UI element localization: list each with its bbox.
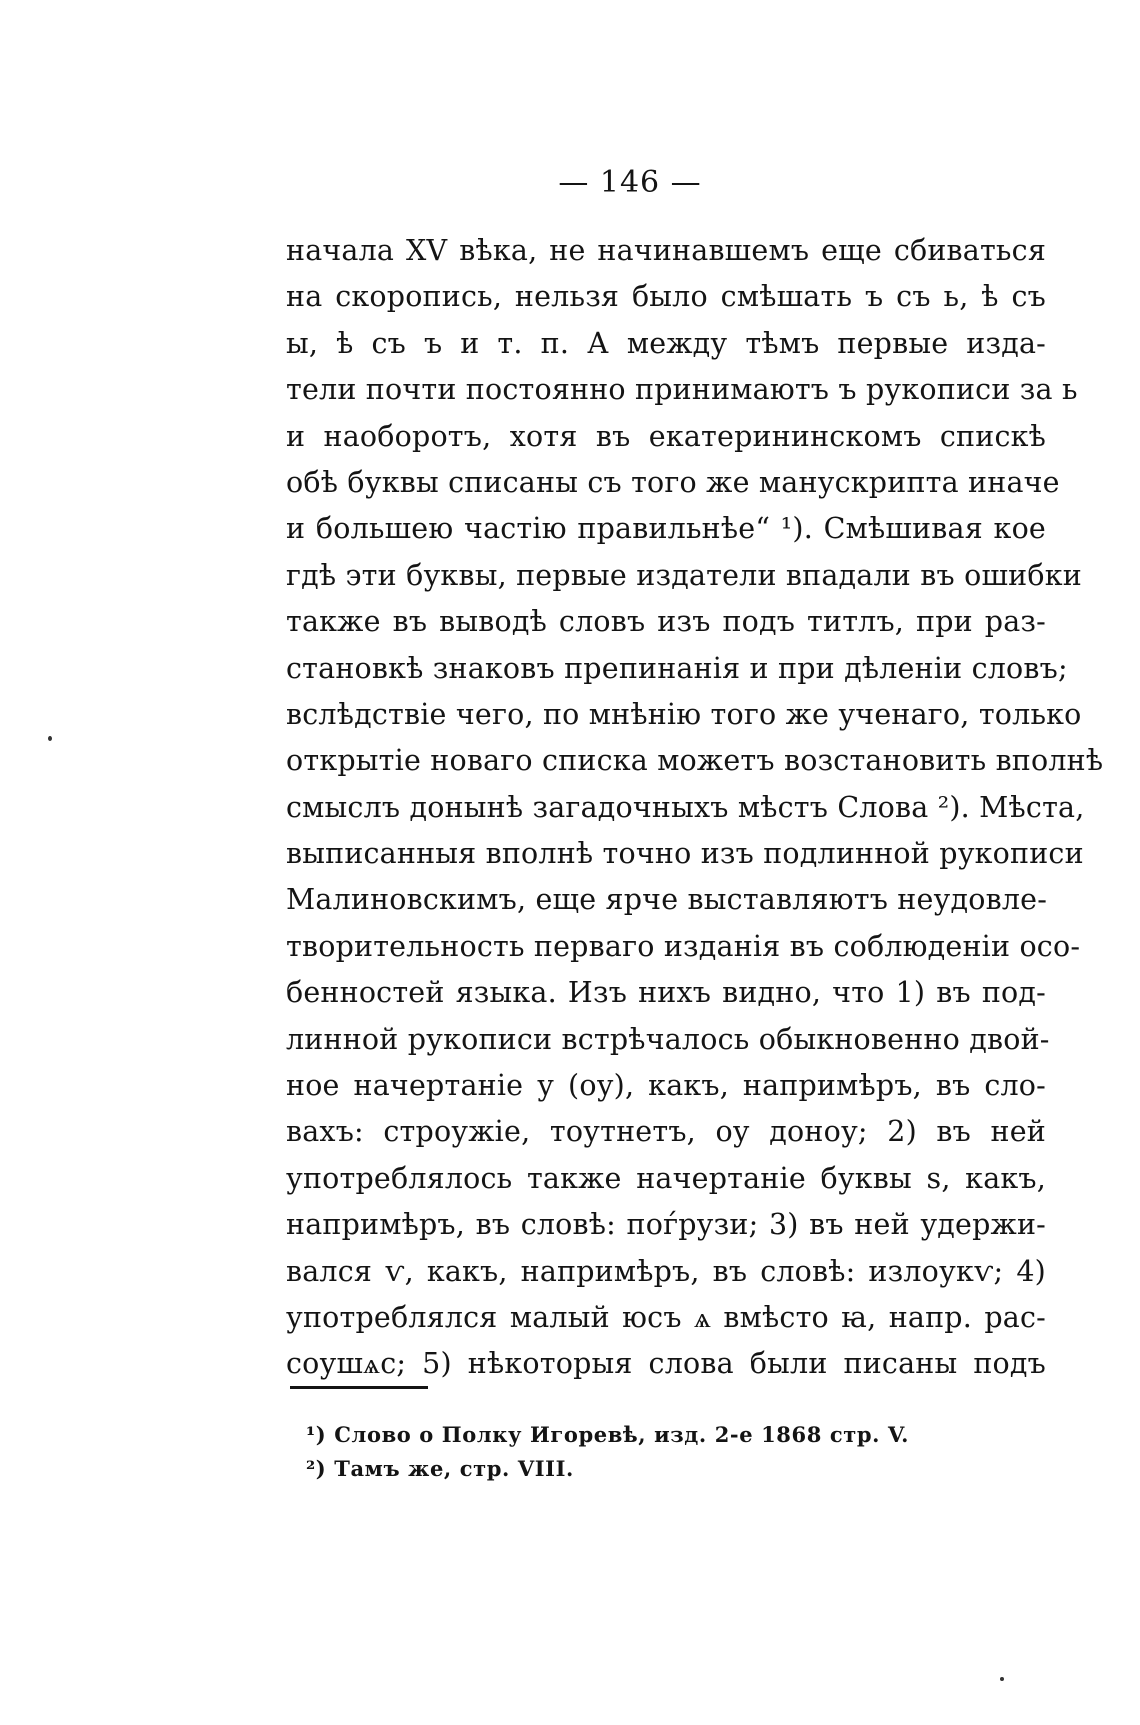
text-line: ное начертаніе у (оу), какъ, напримѣръ, въ сло- bbox=[286, 1069, 1046, 1103]
text-line: бенностей языка. Изъ нихъ видно, что 1) въ под- bbox=[286, 976, 1046, 1010]
text-line: выписанныя вполнѣ точно изъ подлинной рукописи bbox=[286, 837, 1084, 871]
footnote-rule bbox=[290, 1386, 428, 1389]
text-line: на скоропись, нельзя было смѣшать ъ съ ь, ѣ съ bbox=[286, 280, 1046, 314]
text-line: открытіе новаго списка можетъ возстановить вполнѣ bbox=[286, 744, 1104, 778]
text-line: становкѣ знаковъ препинанія и при дѣленіи словъ; bbox=[286, 651, 1068, 685]
text-line: начала XV вѣка, не начинавшемъ еще сбиваться bbox=[286, 234, 1046, 267]
text-line: гдѣ эти буквы, первые издатели впадали въ ошибки bbox=[286, 558, 1082, 592]
text-line: употреблялся малый юсъ ѧ вмѣсто ꙗ, напр. рас- bbox=[286, 1300, 1046, 1334]
scan-speck bbox=[1000, 1677, 1004, 1681]
text-line: вался ѵ, какъ, напримѣръ, въ словѣ: излоукѵ; 4) bbox=[286, 1254, 1046, 1288]
text-line: и большею частію правильнѣе“ ¹). Смѣшивая кое bbox=[286, 512, 1046, 546]
footnotes bbox=[306, 1418, 1006, 1486]
text-line: обѣ буквы списаны съ того же манускрипта иначе bbox=[286, 465, 1060, 499]
footnote: ²) Тамъ же, стр. VIII. bbox=[306, 1456, 574, 1481]
scan-speck bbox=[48, 736, 52, 741]
text-line: вслѣдствіе чего, по мнѣнію того же ученаго, только bbox=[286, 697, 1082, 731]
text-line: линной рукописи встрѣчалось обыкновенно двой- bbox=[286, 1022, 1050, 1056]
page-number: — 146 — bbox=[558, 165, 702, 200]
text-line: смыслъ донынѣ загадочныхъ мѣстъ Слова ²). Мѣста, bbox=[286, 790, 1085, 824]
footnote: ¹) Слово о Полку Игоревѣ, изд. 2-е 1868 стр. V. bbox=[306, 1422, 910, 1447]
text-line: тели почти постоянно принимаютъ ъ рукописи за ь bbox=[286, 373, 1078, 407]
text-line: употреблялось также начертаніе буквы ѕ, какъ, bbox=[286, 1161, 1046, 1195]
body-text bbox=[286, 228, 1104, 1388]
text-line: творительность перваго изданія въ соблюденіи осо- bbox=[286, 929, 1081, 963]
text-line: также въ выводѣ словъ изъ подъ титлъ, при раз- bbox=[286, 605, 1046, 639]
text-line: и наоборотъ, хотя въ екатерининскомъ спискѣ bbox=[286, 419, 1046, 453]
text-line: напримѣръ, въ словѣ: поѓрузи; 3) въ ней удержи- bbox=[286, 1208, 1046, 1242]
text-line: Малиновскимъ, еще ярче выставляютъ неудовле- bbox=[286, 883, 1048, 917]
text-line: ы, ѣ съ ъ и т. п. А между тѣмъ первые изда- bbox=[286, 326, 1046, 360]
text-line: вахъ: строужіе, тоутнетъ, оу доноу; 2) въ ней bbox=[286, 1115, 1046, 1149]
text-line: соушѧс; 5) нѣкоторыя слова были писаны подъ bbox=[286, 1347, 1046, 1381]
